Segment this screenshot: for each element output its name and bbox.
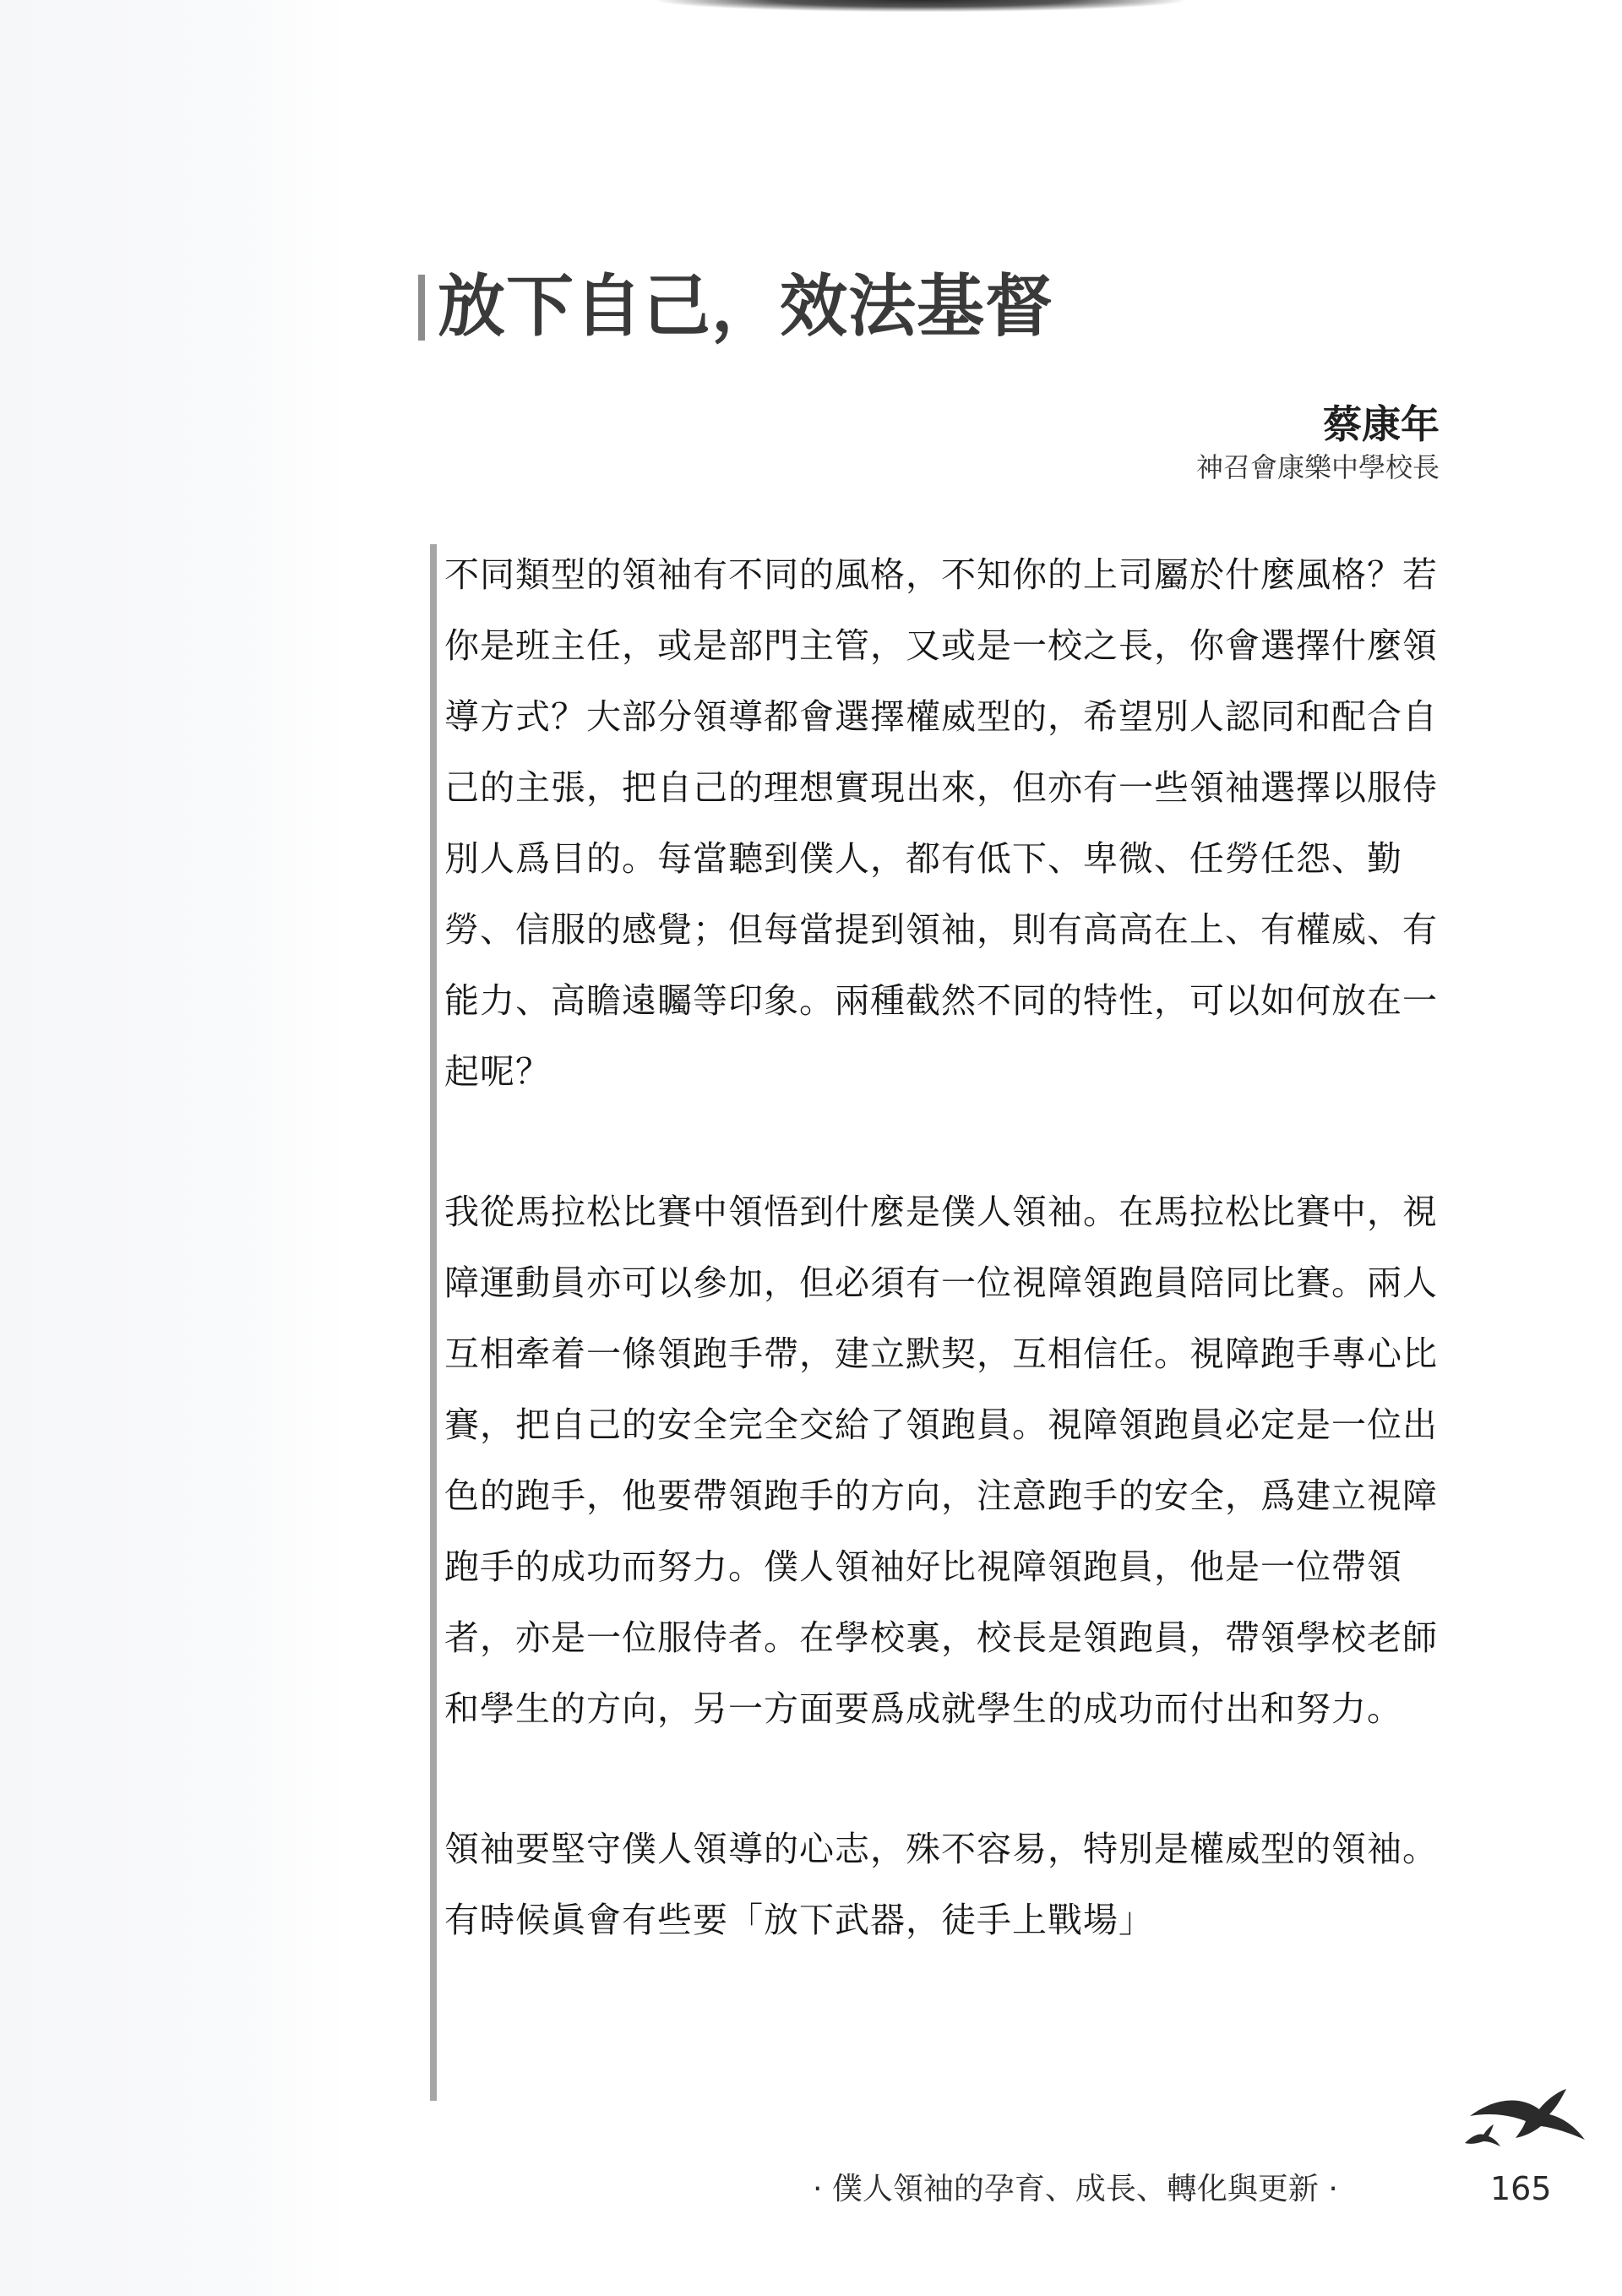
article-title: 放下自己，效法基督: [438, 266, 1053, 346]
paragraph-2: 我從馬拉松比賽中領悟到什麼是僕人領袖。在馬拉松比賽中，視障運動員亦可以參加，但必須有一位視障領跑員陪同比賽。兩人互相牽着一條領跑手帶，建立默契，互相信任。視障跑手專心比賽，把自己的安全完全交給了領跑員。視障領跑員必定是一位出色的跑手，他要帶領跑手的方向，注意跑手的安全，爲建立視障跑手的成功而努力。僕人領袖好比視障領跑員，他是一位帶領者，亦是一位服侍者。在學校裏，校長是領跑員，帶領學校老師和學生的方向，另一方面要爲成就學生的成功而付出和努力。: [444, 1192, 1438, 1729]
page-number: 165: [1490, 2170, 1552, 2207]
paragraph-1: 不同類型的領袖有不同的風格，不知你的上司屬於什麼風格？若你是班主任，或是部門主管，又或是一校之長，你會選擇什麼領導方式？大部分領導都會選擇權威型的，希望別人認同和配合自己的主張，把自己的理想實現出來，但亦有一些領袖選擇以服侍別人爲目的。每當聽到僕人，都有低下、卑微、任勞任怨、勤勞、信服的感覺；但每當提到領袖，則有高高在上、有權威、有能力、高瞻遠矚等印象。兩種截然不同的特性，可以如何放在一起呢？: [444, 554, 1438, 1092]
footer-book-title: · 僕人領袖的孕育、成長、轉化與更新 ·: [813, 2172, 1338, 2206]
paragraph-3: 領袖要堅守僕人領導的心志，殊不容易，特別是權威型的領袖。有時候眞會有些要「放下武器，徒手上戰場」: [444, 1829, 1438, 1940]
author-name: 蔡康年: [1323, 401, 1440, 447]
scan-shadow: [659, 0, 1183, 12]
flying-birds-icon: [1461, 2081, 1588, 2150]
body-accent-bar: [430, 544, 437, 2101]
title-accent-bar: [418, 275, 425, 341]
page-shade: [0, 0, 348, 2296]
author-title: 神召會康樂中學校長: [1195, 451, 1440, 483]
article-body: [444, 539, 1446, 1955]
